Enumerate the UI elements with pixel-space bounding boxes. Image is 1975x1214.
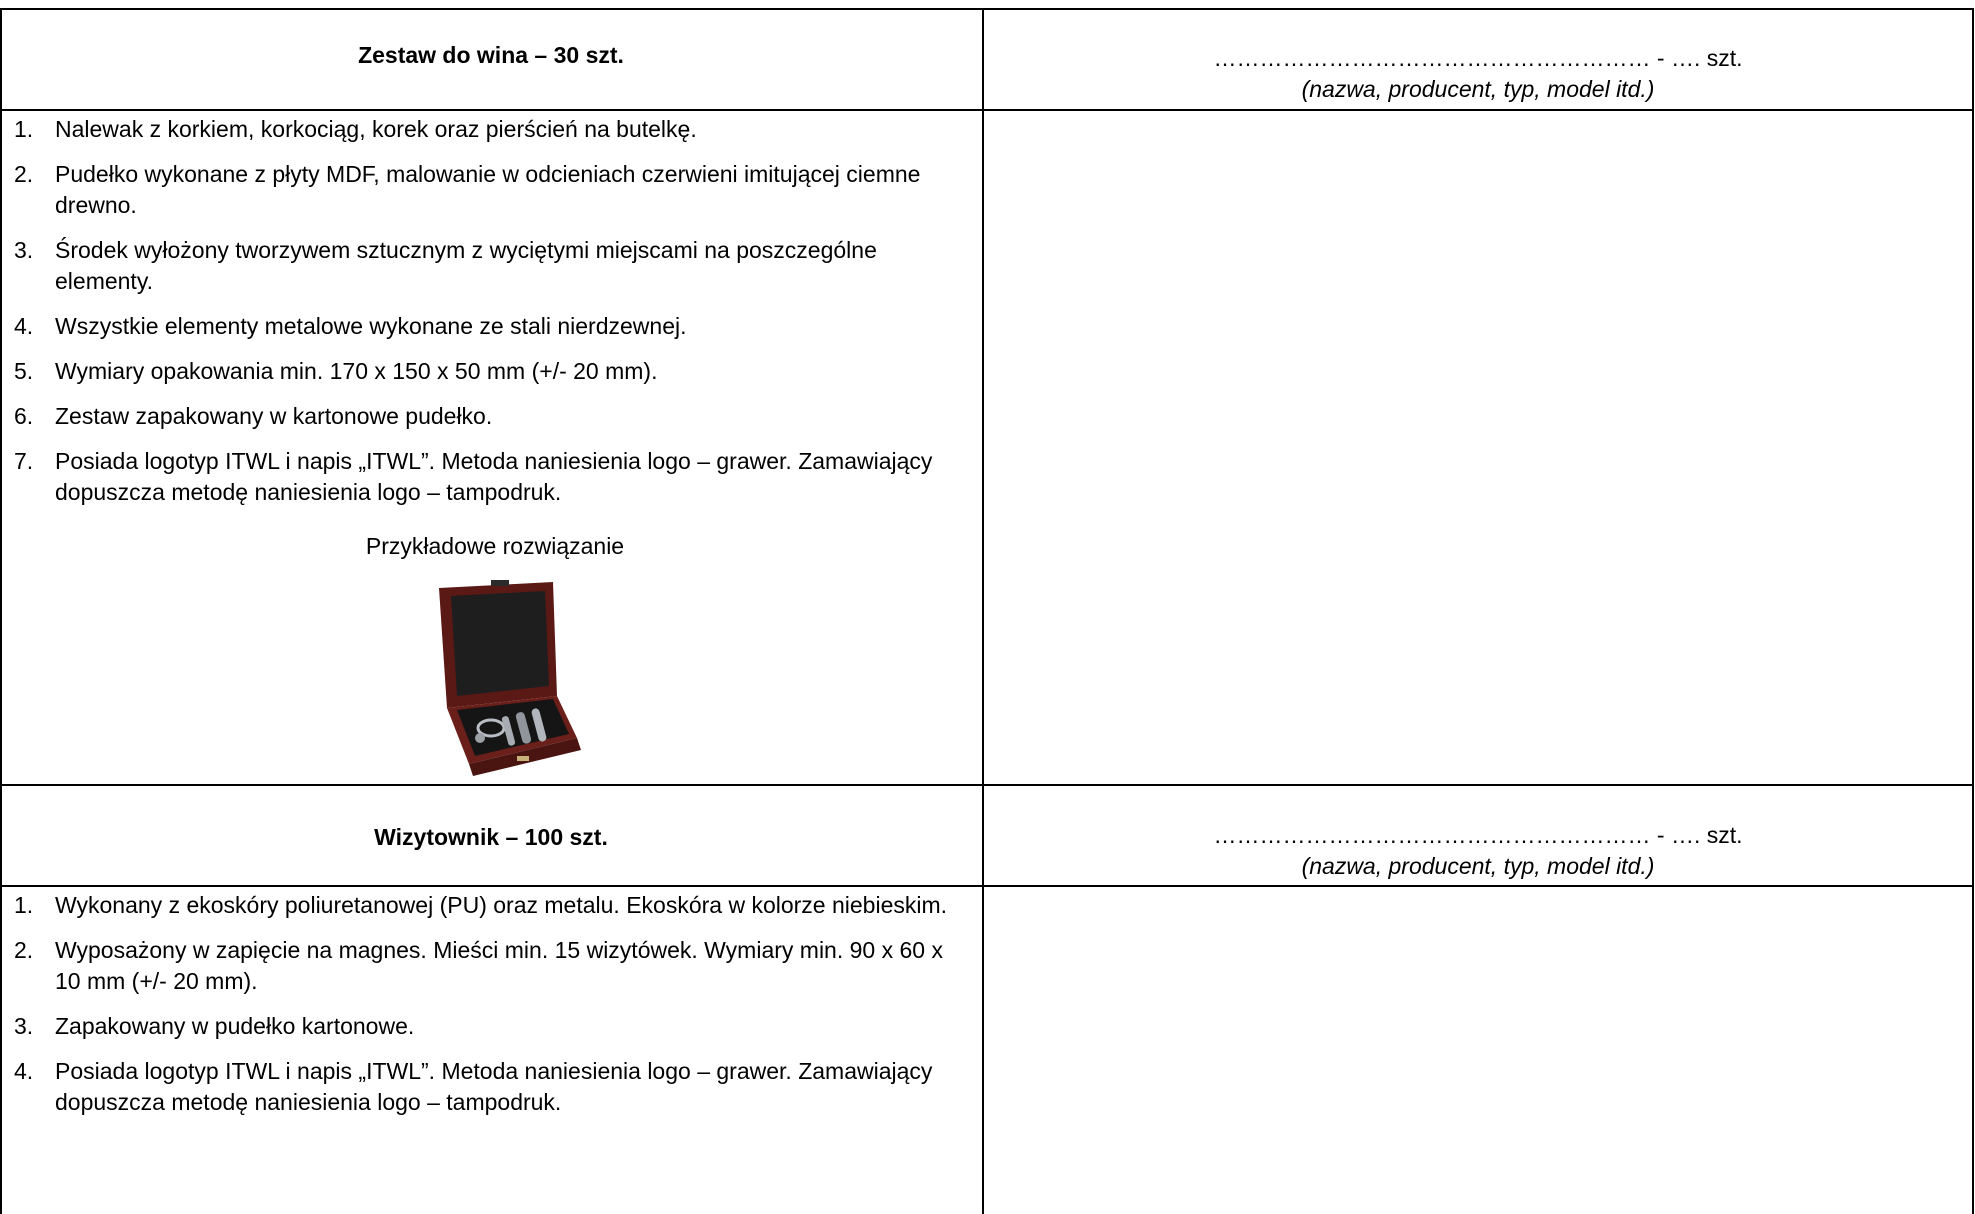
section-title: Wizytownik – 100 szt. xyxy=(374,824,608,850)
list-item: 4. Wszystkie elementy metalowe wykonane ze stali nierdzewnej. xyxy=(14,313,687,339)
section-title: Zestaw do wina – 30 szt. xyxy=(358,42,624,68)
list-item: 2. Pudełko wykonane z płyty MDF, malowanie w odcieniach czerwieni imitującej ciemne drewno. xyxy=(14,161,921,218)
list-item: 2. Wyposażony w zapięcie na magnes. Mieści min. 15 wizytówek. Wymiary min. 90 x 60 x 10 mm (+/- 20 mm). xyxy=(14,937,943,994)
list-item: 1. Nalewak z korkiem, korkociąg, korek oraz pierścień na butelkę. xyxy=(14,116,697,142)
table-column-divider xyxy=(982,8,984,1214)
fill-in-hint: (nazwa, producent, typ, model itd.) xyxy=(1301,76,1655,102)
fill-in-line: ………………………………………………… - …. szt. xyxy=(1213,822,1743,848)
list-item: 6. Zestaw zapakowany w kartonowe pudełko. xyxy=(14,403,493,429)
list-item: 7. Posiada logotyp ITWL i napis „ITWL”. Metoda naniesienia logo – grawer. Zamawiający dopuszcza metodę naniesienia logo – tampodruk. xyxy=(14,448,933,505)
row-divider-2 xyxy=(0,784,1974,786)
list-item: 4. Posiada logotyp ITWL i napis „ITWL”. Metoda naniesienia logo – grawer. Zamawiający dopuszcza metodę naniesienia logo – tampodruk. xyxy=(14,1058,933,1115)
row-divider-3 xyxy=(0,885,1974,887)
wine-set-image xyxy=(425,578,595,778)
table-border-top xyxy=(0,8,1974,10)
row-divider-1 xyxy=(0,109,1974,111)
table-border-left xyxy=(0,8,2,1214)
requirements-list xyxy=(12,114,972,508)
requirements-list xyxy=(12,890,972,1118)
list-item: 5. Wymiary opakowania min. 170 x 150 x 50 mm (+/- 20 mm). xyxy=(14,358,658,384)
table-border-right xyxy=(1972,8,1974,1214)
example-caption: Przykładowe rozwiązanie xyxy=(365,533,625,559)
list-item: 1. Wykonany z ekoskóry poliuretanowej (PU) oraz metalu. Ekoskóra w kolorze niebieskim. xyxy=(14,892,948,918)
fill-in-hint: (nazwa, producent, typ, model itd.) xyxy=(1301,853,1655,879)
list-item: 3. Środek wyłożony tworzywem sztucznym z wyciętymi miejscami na poszczególne elementy. xyxy=(14,237,877,294)
fill-in-line: ………………………………………………… - …. szt. xyxy=(1213,45,1743,71)
list-item: 3. Zapakowany w pudełko kartonowe. xyxy=(14,1013,415,1039)
